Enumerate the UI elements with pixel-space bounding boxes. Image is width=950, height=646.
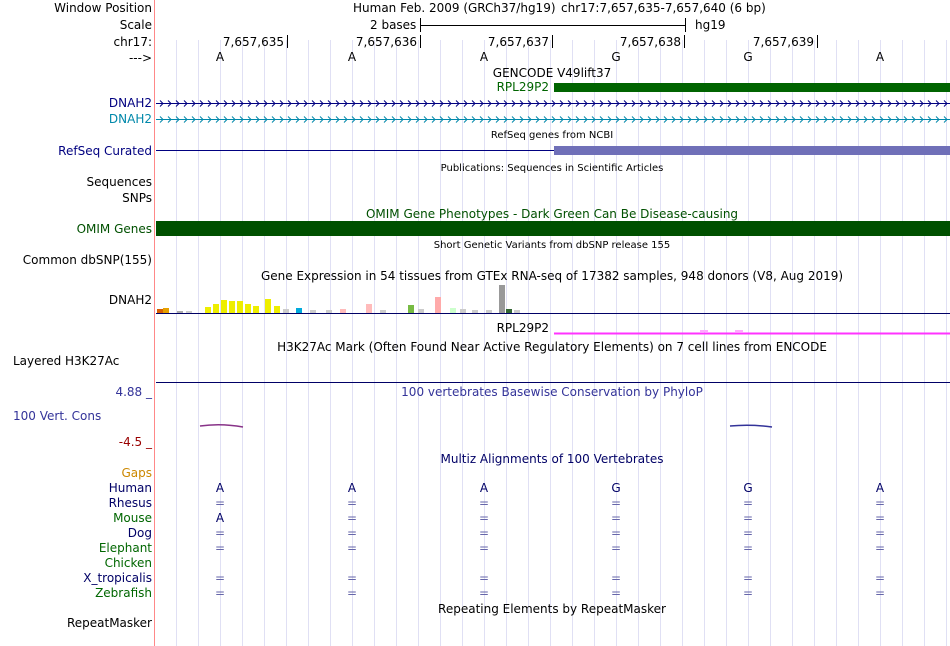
ruler-tick-label: 7,657,636 — [355, 35, 417, 49]
gtex-track-title: Gene Expression in 54 tissues from GTEx RNA-seq of 17382 samples, 948 donors (V8, Aug 2019) — [260, 269, 844, 283]
multiz-alignment-cell: = — [214, 571, 226, 585]
multiz-species-label[interactable]: Elephant — [98, 541, 152, 555]
multiz-species-label[interactable]: Dog — [127, 526, 152, 540]
base-letter: A — [215, 50, 225, 64]
gtex-tissue-bar[interactable] — [229, 301, 235, 313]
multiz-alignment-cell: = — [478, 496, 490, 510]
base-letter: A — [479, 50, 489, 64]
multiz-alignment-cell: = — [742, 511, 754, 525]
multiz-gaps-label[interactable]: Gaps — [121, 466, 152, 480]
h3k27ac-track-title: H3K27Ac Mark (Often Found Near Active Regulatory Elements) on 7 cell lines from ENCODE — [277, 340, 827, 354]
ruler-tick-label: 7,657,639 — [752, 35, 814, 49]
base-letter: G — [611, 50, 621, 64]
multiz-alignment-cell: = — [742, 586, 754, 600]
multiz-alignment-cell: A — [479, 481, 489, 495]
gtex-tissue-bar[interactable] — [380, 310, 386, 313]
dbsnp-track-title: Short Genetic Variants from dbSNP release 155 — [433, 240, 671, 251]
multiz-alignment-cell: = — [874, 541, 886, 555]
gtex-tissue-bar[interactable] — [472, 310, 478, 313]
multiz-alignment-cell: = — [874, 586, 886, 600]
multiz-alignment-cell: = — [742, 541, 754, 555]
multiz-track-title: Multiz Alignments of 100 Vertebrates — [440, 452, 664, 466]
gtex-tissue-bar[interactable] — [253, 306, 259, 313]
multiz-species-rows — [83, 481, 885, 600]
publications-sequences-label[interactable]: Sequences — [86, 175, 152, 189]
base-letter: G — [743, 50, 753, 64]
multiz-alignment-cell: = — [478, 511, 490, 525]
gtex-tissue-bar[interactable] — [283, 309, 289, 313]
multiz-alignment-cell: = — [214, 526, 226, 540]
refseq-exon-bar[interactable] — [554, 146, 950, 155]
multiz-species-label[interactable]: Rhesus — [108, 496, 152, 510]
gencode-gene-dnah2-label[interactable]: DNAH2 — [108, 96, 152, 110]
multiz-species-label[interactable]: Chicken — [104, 556, 152, 570]
gtex-tissue-bar[interactable] — [460, 309, 466, 313]
gtex-tissue-bar[interactable] — [221, 300, 227, 313]
publications-track-title: Publications: Sequences in Scientific Articles — [440, 163, 664, 174]
repeatmasker-track-title: Repeating Elements by RepeatMasker — [438, 602, 666, 616]
multiz-alignment-cell: = — [346, 526, 358, 540]
gtex-tissue-bar[interactable] — [213, 304, 219, 313]
gtex-tissue-bar[interactable] — [408, 305, 414, 313]
chrom-label: chr17: — [113, 35, 152, 49]
gtex-tissue-bar[interactable] — [326, 310, 332, 313]
repeatmasker-track-label[interactable]: RepeatMasker — [66, 616, 152, 630]
omim-track-title: OMIM Gene Phenotypes - Dark Green Can Be Disease-causing — [365, 207, 739, 221]
scale-bar — [420, 18, 686, 32]
gtex-tissue-bar[interactable] — [265, 299, 271, 313]
window-position-label: Window Position — [54, 1, 152, 15]
multiz-alignment-cell: A — [215, 481, 225, 495]
ruler-tick-label: 7,657,638 — [619, 35, 681, 49]
gtex-tissue-bar[interactable] — [205, 307, 211, 313]
scale-label: Scale — [119, 18, 152, 32]
multiz-alignment-cell: A — [347, 481, 357, 495]
multiz-alignment-cell: = — [478, 526, 490, 540]
multiz-alignment-cell: = — [478, 541, 490, 555]
omim-gene-bar[interactable] — [156, 221, 950, 236]
gencode-gene-dnah2-alt-label[interactable]: DNAH2 — [108, 112, 152, 126]
gencode-gene-rpl29p2[interactable] — [554, 83, 950, 92]
multiz-alignment-cell: G — [611, 481, 621, 495]
multiz-alignment-cell: A — [875, 481, 885, 495]
gtex-tissue-bar[interactable] — [486, 310, 492, 313]
base-letter: A — [347, 50, 357, 64]
gtex-tissue-bar[interactable] — [418, 309, 424, 313]
dbsnp-track-label[interactable]: Common dbSNP(155) — [22, 253, 152, 267]
multiz-species-label[interactable]: Mouse — [113, 511, 152, 525]
multiz-alignment-cell: = — [610, 541, 622, 555]
multiz-alignment-cell: = — [742, 496, 754, 510]
gtex-tissue-bar[interactable] — [310, 310, 316, 313]
multiz-alignment-cell: = — [610, 526, 622, 540]
multiz-alignment-cell: = — [478, 586, 490, 600]
gtex-tissue-bar[interactable] — [274, 306, 280, 313]
gencode-gene-rpl29p2-label[interactable]: RPL29P2 — [496, 80, 549, 94]
gtex-rpl29p2-mark — [700, 330, 708, 332]
gtex-tissue-bar[interactable] — [435, 297, 441, 313]
multiz-alignment-cell: = — [874, 496, 886, 510]
base-letter: A — [875, 50, 885, 64]
gtex-gene-rpl29p2-label[interactable]: RPL29P2 — [496, 321, 549, 335]
multiz-alignment-cell: = — [214, 541, 226, 555]
multiz-alignment-cell: = — [346, 571, 358, 585]
multiz-alignment-cell: = — [874, 511, 886, 525]
conservation-max-label: 4.88 _ — [115, 385, 152, 399]
assembly-text: Human Feb. 2009 (GRCh37/hg19) — [353, 1, 556, 15]
base-position-ruler — [223, 35, 818, 49]
publications-snps-label[interactable]: SNPs — [122, 191, 152, 205]
h3k27ac-track-label[interactable]: Layered H3K27Ac — [13, 354, 120, 368]
multiz-alignment-cell: A — [215, 511, 225, 525]
refseq-track-label[interactable]: RefSeq Curated — [58, 144, 152, 158]
omim-track-label[interactable]: OMIM Genes — [76, 222, 152, 236]
gtex-tissue-bar[interactable] — [366, 304, 372, 313]
db-text: hg19 — [695, 18, 726, 32]
gtex-gene-dnah2-label[interactable]: DNAH2 — [108, 293, 152, 307]
gtex-tissue-bar[interactable] — [499, 285, 505, 313]
gtex-rpl29p2-mark — [735, 330, 743, 332]
multiz-alignment-cell: = — [346, 511, 358, 525]
gtex-tissue-bar[interactable] — [163, 308, 169, 313]
conservation-track-label[interactable]: 100 Vert. Cons — [13, 409, 102, 423]
gtex-expression-bars[interactable] — [157, 285, 743, 332]
conservation-min-label: -4.5 _ — [118, 435, 152, 449]
refseq-track-title: RefSeq genes from NCBI — [490, 130, 614, 141]
gtex-tissue-bar[interactable] — [340, 309, 346, 313]
multiz-alignment-cell: = — [610, 586, 622, 600]
multiz-alignment-cell: G — [743, 481, 753, 495]
multiz-alignment-cell: = — [478, 571, 490, 585]
multiz-alignment-cell: = — [610, 511, 622, 525]
scale-text: 2 bases — [370, 18, 417, 32]
gtex-tissue-bar[interactable] — [245, 304, 251, 313]
multiz-alignment-cell: = — [346, 586, 358, 600]
conservation-signal[interactable] — [200, 425, 772, 427]
strand-label: ---> — [128, 51, 152, 65]
multiz-alignment-cell: = — [346, 496, 358, 510]
multiz-alignment-cell: = — [874, 526, 886, 540]
gtex-tissue-bar[interactable] — [514, 310, 520, 313]
ruler-tick-label: 7,657,637 — [487, 35, 549, 49]
multiz-species-label[interactable]: Human — [108, 481, 152, 495]
gtex-tissue-bar[interactable] — [450, 308, 456, 313]
multiz-species-label[interactable]: X_tropicalis — [83, 571, 152, 585]
multiz-alignment-cell: = — [874, 571, 886, 585]
multiz-alignment-cell: = — [610, 496, 622, 510]
conservation-track-title: 100 vertebrates Basewise Conservation by PhyloP — [401, 385, 703, 399]
multiz-alignment-cell: = — [214, 496, 226, 510]
multiz-alignment-cell: = — [346, 541, 358, 555]
gencode-track-title: GENCODE V49lift37 — [492, 66, 612, 80]
ruler-tick-label: 7,657,635 — [222, 35, 284, 49]
multiz-alignment-cell: = — [742, 526, 754, 540]
gtex-tissue-bar[interactable] — [186, 311, 192, 313]
gtex-tissue-bar[interactable] — [237, 301, 243, 313]
gtex-tissue-bar[interactable] — [177, 311, 183, 313]
gtex-tissue-bar[interactable] — [296, 308, 302, 313]
multiz-alignment-cell: = — [610, 571, 622, 585]
gtex-tissue-bar[interactable] — [157, 309, 163, 313]
multiz-species-label[interactable]: Zebrafish — [95, 586, 152, 600]
multiz-alignment-cell: = — [214, 586, 226, 600]
gtex-tissue-bar[interactable] — [506, 309, 512, 313]
multiz-alignment-cell: = — [742, 571, 754, 585]
position-text: chr17:7,657,635-7,657,640 (6 bp) — [561, 1, 766, 15]
